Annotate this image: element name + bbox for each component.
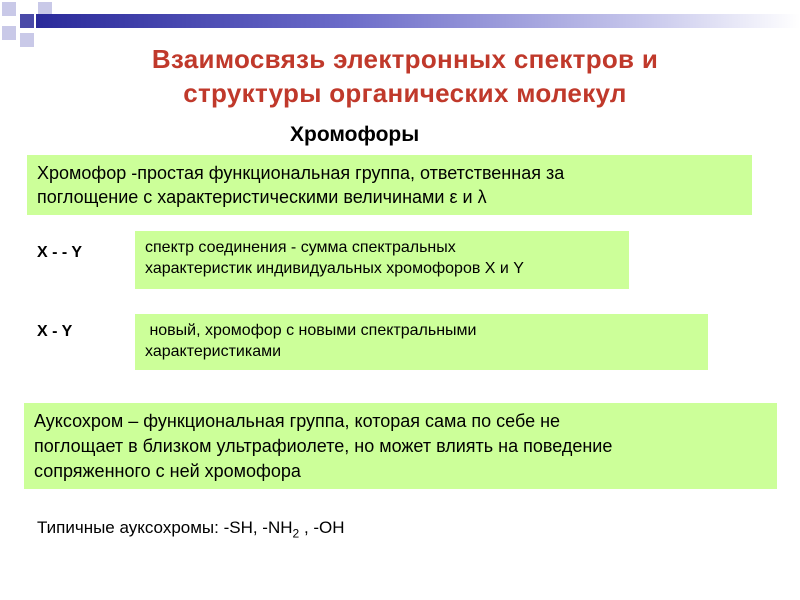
relation-label-separated: X - - Y [37,244,83,261]
relation-conjugated-line-2: характеристиками [145,343,282,360]
slide-title-line-2: структуры органических молекул [183,78,627,108]
chromophore-definition-line-1: Хромофор -простая функциональная группа, ответственная за [37,163,565,183]
typical-auxochromes-subscript: 2 [292,526,300,541]
relation-conjugated-line-1: новый, хромофор с новыми спектральными [145,322,477,339]
decorative-square [2,2,16,16]
auxochrome-definition-line-3: сопряженного с ней хромофора [34,461,301,481]
decorative-square [20,14,34,28]
auxochrome-definition-line-1: Ауксохром – функциональная группа, которая сама по себе не [34,411,561,431]
decorative-square [2,26,16,40]
chromophore-definition-box [27,155,752,215]
relation-separated-line-2: характеристик индивидуальных хромофоров X и Y [145,260,524,277]
section-subtitle: Хромофоры [290,123,420,146]
header-gradient-bar [36,14,800,28]
chromophore-definition-line-2: поглощение с характеристическими величинами ε и λ [37,187,487,207]
relation-label-conjugated: X - Y [37,323,73,340]
typical-auxochromes-prefix: Типичные ауксохромы: -SH, -NH [37,518,293,537]
slide-title-line-1: Взаимосвязь электронных спектров и [151,44,659,74]
relation-box-separated [135,231,629,289]
auxochrome-definition-line-2: поглощает в близком ультрафиолете, но может влиять на поведение [34,436,613,456]
typical-auxochromes-text [37,517,345,539]
slide-title [0,42,800,110]
typical-auxochromes-suffix: , -OH [299,518,345,537]
relation-box-conjugated [135,314,708,370]
auxochrome-definition-box [24,403,777,489]
relation-separated-line-1: спектр соединения - сумма спектральных [145,239,456,256]
